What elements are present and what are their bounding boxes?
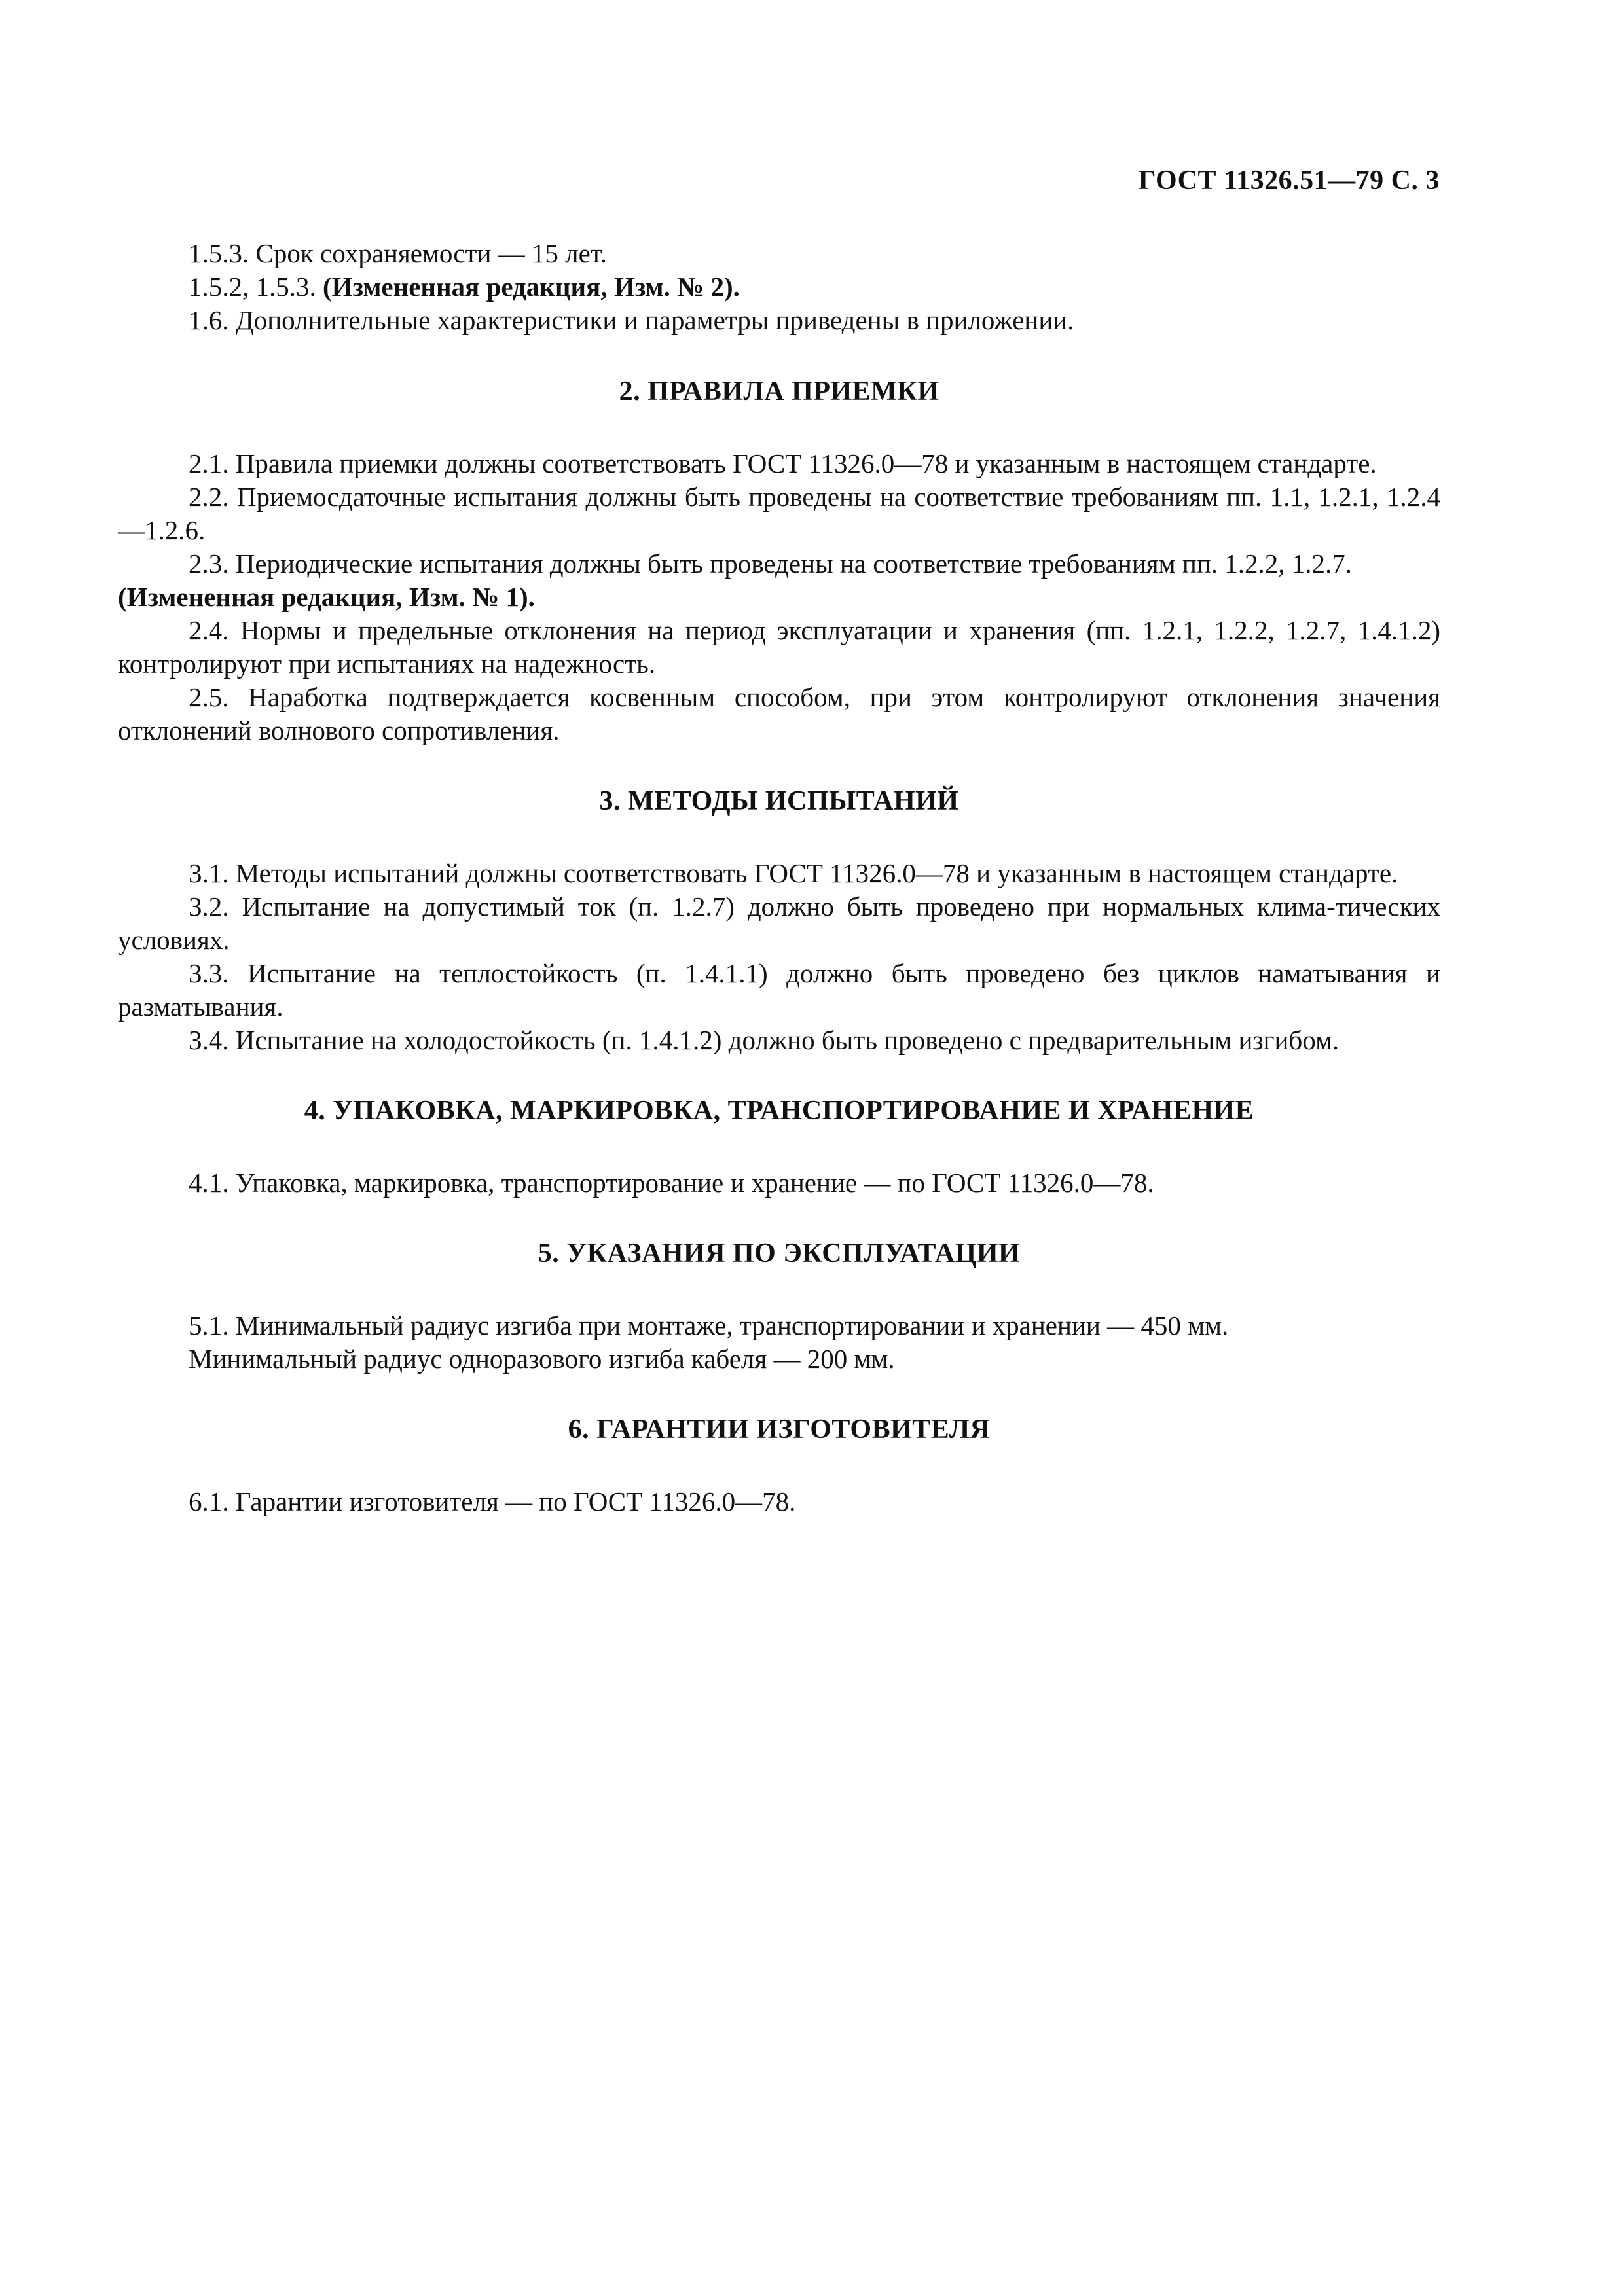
paragraph	[118, 237, 1440, 270]
paragraph-text: 1.5.2, 1.5.3.	[189, 272, 323, 302]
section-heading: 2. ПРАВИЛА ПРИЕМКИ	[619, 376, 939, 406]
section-3-body	[118, 857, 1440, 1057]
paragraph-text: 2.4. Нормы и предельные отклонения на период эксплуатации и хранения (пп. 1.2.1, 1.2.2, 1.2.7, 1.4.1.2) контролируют при испытаниях на надежность.	[118, 615, 1440, 679]
paragraph	[118, 270, 1440, 304]
paragraph	[118, 890, 1440, 957]
section-heading: 5. УКАЗАНИЯ ПО ЭКСПЛУАТАЦИИ	[538, 1238, 1021, 1268]
paragraph-text: 5.1. Минимальный радиус изгиба при монтаже, транспортировании и хранении — 450 мм.	[189, 1310, 1229, 1340]
paragraph-text: 3.1. Методы испытаний должны соответствовать ГОСТ 11326.0—78 и указанным в настоящем стандарте.	[189, 858, 1398, 888]
paragraph	[118, 581, 1440, 614]
document-body	[118, 237, 1440, 1518]
paragraph-text: 3.2. Испытание на допустимый ток (п. 1.2.7) должно быть проведено при нормальных клима-тических условиях.	[118, 891, 1440, 955]
paragraph	[118, 480, 1440, 547]
paragraph	[118, 1485, 1440, 1518]
paragraph-text: Минимальный радиус одноразового изгиба кабеля — 200 мм.	[189, 1344, 895, 1374]
section-6-body	[118, 1485, 1440, 1518]
paragraph-text: 2.5. Наработка подтверждается косвенным способом, при этом контролируют отклонения значения отклонений волнового сопротивления.	[118, 682, 1440, 745]
paragraph-text: 1.5.3. Срок сохраняемости — 15 лет.	[189, 238, 607, 268]
paragraph-text: 4.1. Упаковка, маркировка, транспортирование и хранение — по ГОСТ 11326.0—78.	[189, 1168, 1154, 1198]
paragraph	[118, 614, 1440, 681]
amendment-note: (Измененная редакция, Изм. № 2).	[323, 272, 740, 302]
paragraph-text: 6.1. Гарантии изготовителя — по ГОСТ 11326.0—78.	[189, 1486, 796, 1516]
paragraph	[118, 1166, 1440, 1200]
paragraph-text: 2.1. Правила приемки должны соответствовать ГОСТ 11326.0—78 и указанным в настоящем стандарте.	[189, 448, 1377, 478]
paragraph	[118, 681, 1440, 747]
paragraph	[118, 1342, 1440, 1376]
paragraph	[118, 447, 1440, 480]
section-heading: 3. МЕТОДЫ ИСПЫТАНИЙ	[599, 786, 959, 816]
intro-block	[118, 237, 1440, 337]
paragraph-text: 2.2. Приемосдаточные испытания должны быть проведены на соответствие требованиям пп. 1.1, 1.2.1, 1.2.4—1.2.6.	[118, 482, 1440, 545]
paragraph	[118, 857, 1440, 890]
paragraph	[118, 547, 1440, 581]
paragraph-text: 3.4. Испытание на холодостойкость (п. 1.4.1.2) должно быть проведено с предварительным изгибом.	[189, 1025, 1340, 1055]
paragraph	[118, 304, 1440, 337]
paragraph-text: 1.6. Дополнительные характеристики и параметры приведены в приложении.	[189, 305, 1074, 335]
section-2-body	[118, 447, 1440, 747]
section-5-body	[118, 1309, 1440, 1376]
page-header: ГОСТ 11326.51—79 С. 3	[1138, 166, 1440, 196]
amendment-note: (Измененная редакция, Изм. № 1).	[118, 582, 535, 612]
section-heading: 6. ГАРАНТИИ ИЗГОТОВИТЕЛЯ	[568, 1414, 991, 1444]
paragraph-text: 2.3. Периодические испытания должны быть проведены на соответствие требованиям пп. 1.2.2, 1.2.7.	[189, 548, 1352, 579]
paragraph	[118, 1024, 1440, 1057]
paragraph	[118, 1309, 1440, 1342]
section-4-body	[118, 1166, 1440, 1200]
section-heading: 4. УПАКОВКА, МАРКИРОВКА, ТРАНСПОРТИРОВАНИЕ И ХРАНЕНИЕ	[304, 1096, 1254, 1126]
paragraph-text: 3.3. Испытание на теплостойкость (п. 1.4.1.1) должно быть проведено без циклов наматывания и разматывания.	[118, 958, 1440, 1022]
paragraph	[118, 957, 1440, 1024]
